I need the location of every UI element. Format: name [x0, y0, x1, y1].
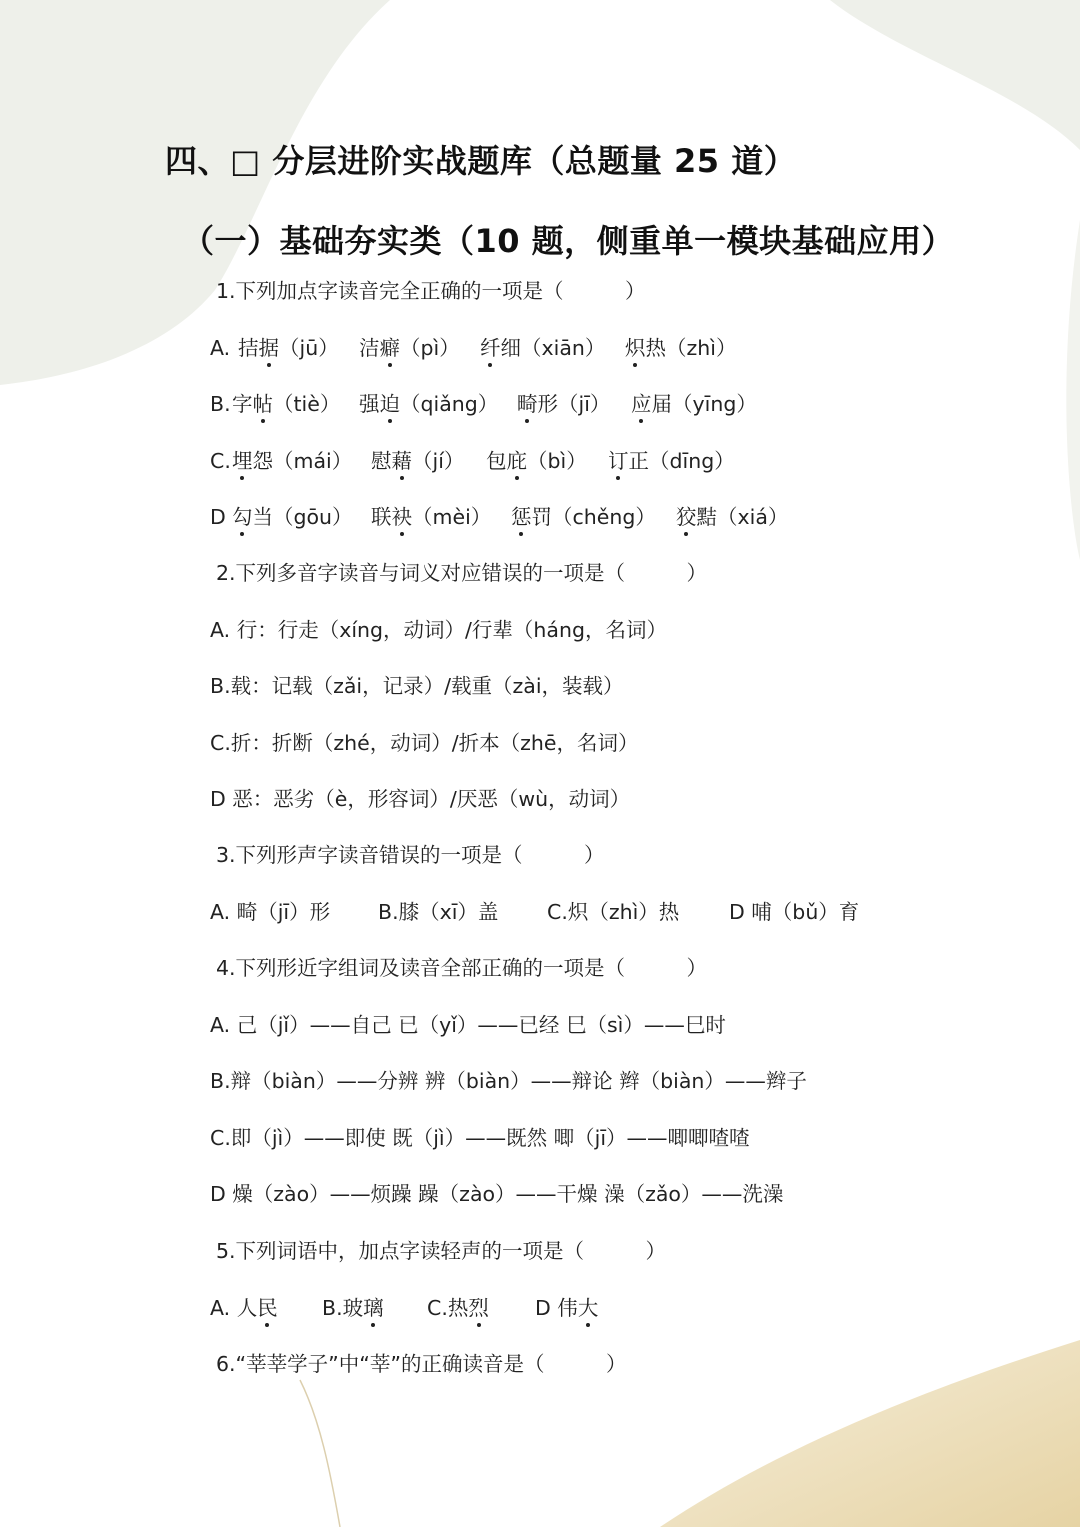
dotted-character: 据 — [258, 336, 279, 360]
option-word: 字帖（tiè） — [232, 392, 341, 416]
dotted-character: 袂 — [391, 505, 412, 529]
option-word: 纤细（xiān） — [480, 336, 606, 360]
dotted-character: 庇 — [506, 449, 527, 473]
dotted-character: 癖 — [379, 336, 400, 360]
option-b: B.玻璃 — [322, 1296, 384, 1320]
question-4-option-d: D 燥（zào）——烦躁 躁（zào）——干燥 澡（zǎo）——洗澡 — [210, 1182, 784, 1206]
option-word: 慰藉（jí） — [371, 449, 465, 473]
question-4-option-b: B.辩（biàn）——分辨 辨（biàn）——辩论 辫（biàn）——辫子 — [210, 1069, 807, 1093]
question-5-stem: 5.下列词语中，加点字读轻声的一项是（ ） — [216, 1239, 667, 1263]
dotted-character: 应 — [631, 392, 652, 416]
dotted-character: 迫 — [379, 392, 400, 416]
option-word: 畸形（jī） — [517, 392, 611, 416]
option-letter: C. — [210, 449, 231, 473]
option-word: 勾当（gōu） — [232, 505, 353, 529]
question-2-option-b: B.载：记载（zǎi，记录）/载重（zài，装载） — [210, 674, 624, 698]
question-2-option-c: C.折：折断（zhé，动词）/折本（zhē，名词） — [210, 731, 639, 755]
option-word: 洁癖（pì） — [359, 336, 460, 360]
dotted-character: 畸 — [517, 392, 538, 416]
dotted-character: 纤 — [480, 336, 501, 360]
option-word: 联袂（mèi） — [371, 505, 492, 529]
dotted-character: 狡 — [676, 505, 697, 529]
subsection-heading: （一）基础夯实类（10 题，侧重单一模块基础应用） — [182, 222, 955, 260]
question-2-option-a: A. 行：行走（xíng，动词）/行辈（háng，名词） — [210, 618, 667, 642]
dotted-character: 藉 — [391, 449, 412, 473]
option-word: 埋怨（mái） — [232, 449, 353, 473]
question-4-stem: 4.下列形近字组词及读音全部正确的一项是（ ） — [216, 956, 708, 980]
dotted-character: 大 — [577, 1296, 599, 1320]
dotted-character: 璃 — [363, 1296, 384, 1320]
question-2-stem: 2.下列多音字读音与词义对应错误的一项是（ ） — [216, 561, 708, 585]
dotted-character: 炽 — [625, 336, 646, 360]
dotted-character: 惩 — [511, 505, 532, 529]
option-word: 强迫（qiǎng） — [359, 392, 499, 416]
option-a: A. 人民 — [210, 1296, 278, 1320]
option-d: D 哺（bǔ）育 — [729, 900, 860, 924]
option-word: 拮据（jū） — [238, 336, 339, 360]
option-word: 订正（dīng） — [608, 449, 735, 473]
option-letter: D — [210, 505, 226, 529]
option-word: 应届（yīng） — [631, 392, 757, 416]
question-4-option-c: C.即（jì）——即使 既（jì）——既然 唧（jī）——唧唧喳喳 — [210, 1126, 750, 1150]
question-6-stem: 6.“莘莘学子”中“莘”的正确读音是（ ） — [216, 1352, 627, 1376]
dotted-character: 帖 — [252, 392, 273, 416]
question-3-stem: 3.下列形声字读音错误的一项是（ ） — [216, 843, 605, 867]
option-d: D 伟大 — [535, 1296, 599, 1320]
dotted-character: 埋 — [232, 449, 253, 473]
option-a: A. 畸（jī）形 — [210, 900, 331, 924]
option-word: 狡黠（xiá） — [676, 505, 789, 529]
dotted-character: 勾 — [232, 505, 253, 529]
question-4-option-a: A. 己（jǐ）——自己 已（yǐ）——已经 巳（sì）——巳时 — [210, 1013, 726, 1037]
section-heading: 四、□ 分层进阶实战题库（总题量 25 道） — [165, 142, 797, 180]
option-letter: B. — [210, 392, 231, 416]
dotted-character: 烈 — [468, 1296, 489, 1320]
question-2-option-d: D 恶：恶劣（è，形容词）/厌恶（wù，动词） — [210, 787, 631, 811]
option-letter: A. — [210, 336, 231, 360]
option-word: 惩罚（chěng） — [511, 505, 656, 529]
option-b: B.膝（xī）盖 — [378, 900, 499, 924]
dotted-character: 民 — [257, 1296, 278, 1320]
option-c: C.炽（zhì）热 — [547, 900, 680, 924]
option-c: C.热烈 — [427, 1296, 489, 1320]
question-1-stem: 1.下列加点字读音完全正确的一项是（ ） — [216, 279, 646, 303]
dotted-character: 订 — [608, 449, 629, 473]
option-word: 炽热（zhì） — [625, 336, 737, 360]
option-word: 包庇（bì） — [486, 449, 587, 473]
